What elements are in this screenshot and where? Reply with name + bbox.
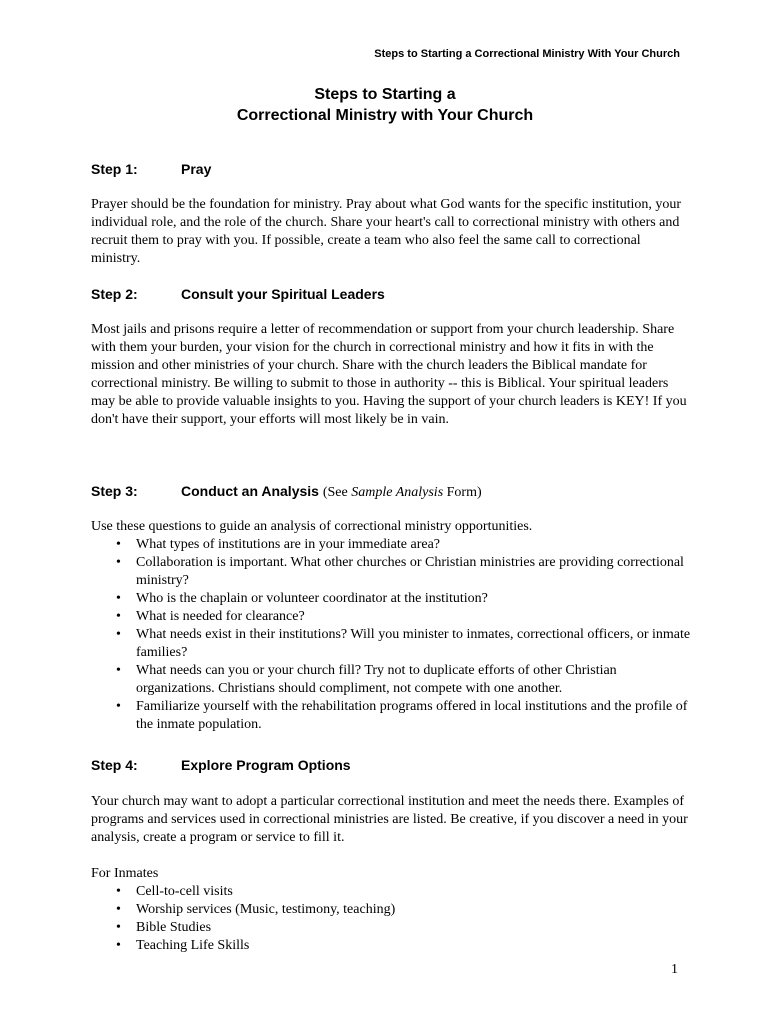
- list-item: • Who is the chaplain or volunteer coordinator at the institution?: [91, 590, 691, 608]
- list-item: • What needs can you or your church fill? Try not to duplicate efforts of other Christian organizations. Christians should compliment, not compete with one another.: [91, 662, 691, 698]
- step-1-heading: [91, 160, 211, 178]
- title-line-1: Steps to Starting a: [314, 86, 456, 103]
- list-item: • What is needed for clearance?: [91, 608, 691, 626]
- page-number: 1: [671, 962, 678, 977]
- sample-analysis-reference: Sample Analysis: [351, 485, 444, 500]
- list-item: • Familiarize yourself with the rehabilitation programs offered in local institutions and the profile of the inmate population.: [91, 698, 691, 734]
- running-header: Steps to Starting a Correctional Ministry With Your Church: [374, 48, 680, 60]
- step-4-title: Explore Program Options: [181, 757, 351, 773]
- inmate-program-list: [91, 883, 691, 955]
- list-item: • What types of institutions are in your immediate area?: [91, 536, 691, 554]
- step-2-body: Most jails and prisons require a letter of recommendation or support from your church leadership. Share with them your burden, your vision for the church in correctional ministry and how it fits in with the mission and other ministries of your church. Share with the church leaders the Biblical mandate for correctional ministry. Be willing to submit to those in authority -- this is Biblical. Your spiritual leaders may be able to provide valuable insights to you. Having the support of your church leaders is KEY! If you don't have their support, your efforts will most likely be in vain.: [91, 322, 687, 427]
- aside-post: Form): [443, 485, 482, 500]
- step-3-number: Step 3:: [91, 483, 138, 499]
- step-1-title: Pray: [181, 161, 212, 177]
- list-item: • What needs exist in their institutions? Will you minister to inmates, correctional officers, or inmate families?: [91, 626, 691, 662]
- list-item: • Cell-to-cell visits: [91, 883, 691, 901]
- aside-pre: (See: [322, 485, 352, 500]
- for-inmates-subheading: For Inmates: [91, 866, 159, 881]
- step-4-body: Your church may want to adopt a particular correctional institution and meet the needs there. Examples of programs and services used in correctional ministries are listed. Be creative, if you discover a need in your analysis, create a program or service to fill it.: [91, 794, 688, 845]
- title-line-2: Correctional Ministry with Your Church: [236, 107, 534, 124]
- step-4-heading: [91, 756, 351, 774]
- step-4-number: Step 4:: [91, 757, 138, 773]
- document-title: [0, 84, 770, 126]
- step-2-heading: [91, 285, 385, 303]
- step-2-number: Step 2:: [91, 286, 138, 302]
- step-3-heading: [91, 482, 482, 502]
- list-item: • Worship services (Music, testimony, teaching): [91, 901, 691, 919]
- step-2-title: Consult your Spiritual Leaders: [181, 286, 385, 302]
- step-3-title: Conduct an Analysis: [181, 483, 319, 499]
- list-item: • Collaboration is important. What other churches or Christian ministries are providing correctional ministry?: [91, 554, 691, 590]
- step-3-aside: [323, 485, 482, 500]
- step-3-question-list: [91, 536, 691, 734]
- step-3-intro: Use these questions to guide an analysis of correctional ministry opportunities.: [91, 519, 533, 534]
- step-1-number: Step 1:: [91, 161, 138, 177]
- list-item: • Teaching Life Skills: [91, 937, 691, 955]
- list-item: • Bible Studies: [91, 919, 691, 937]
- step-1-body: Prayer should be the foundation for ministry. Pray about what God wants for the specific institution, your individual role, and the role of the church. Share your heart's call to correctional ministry with others and recruit them to pray with you. If possible, create a team who also feel the same call to correctional ministry.: [91, 197, 682, 266]
